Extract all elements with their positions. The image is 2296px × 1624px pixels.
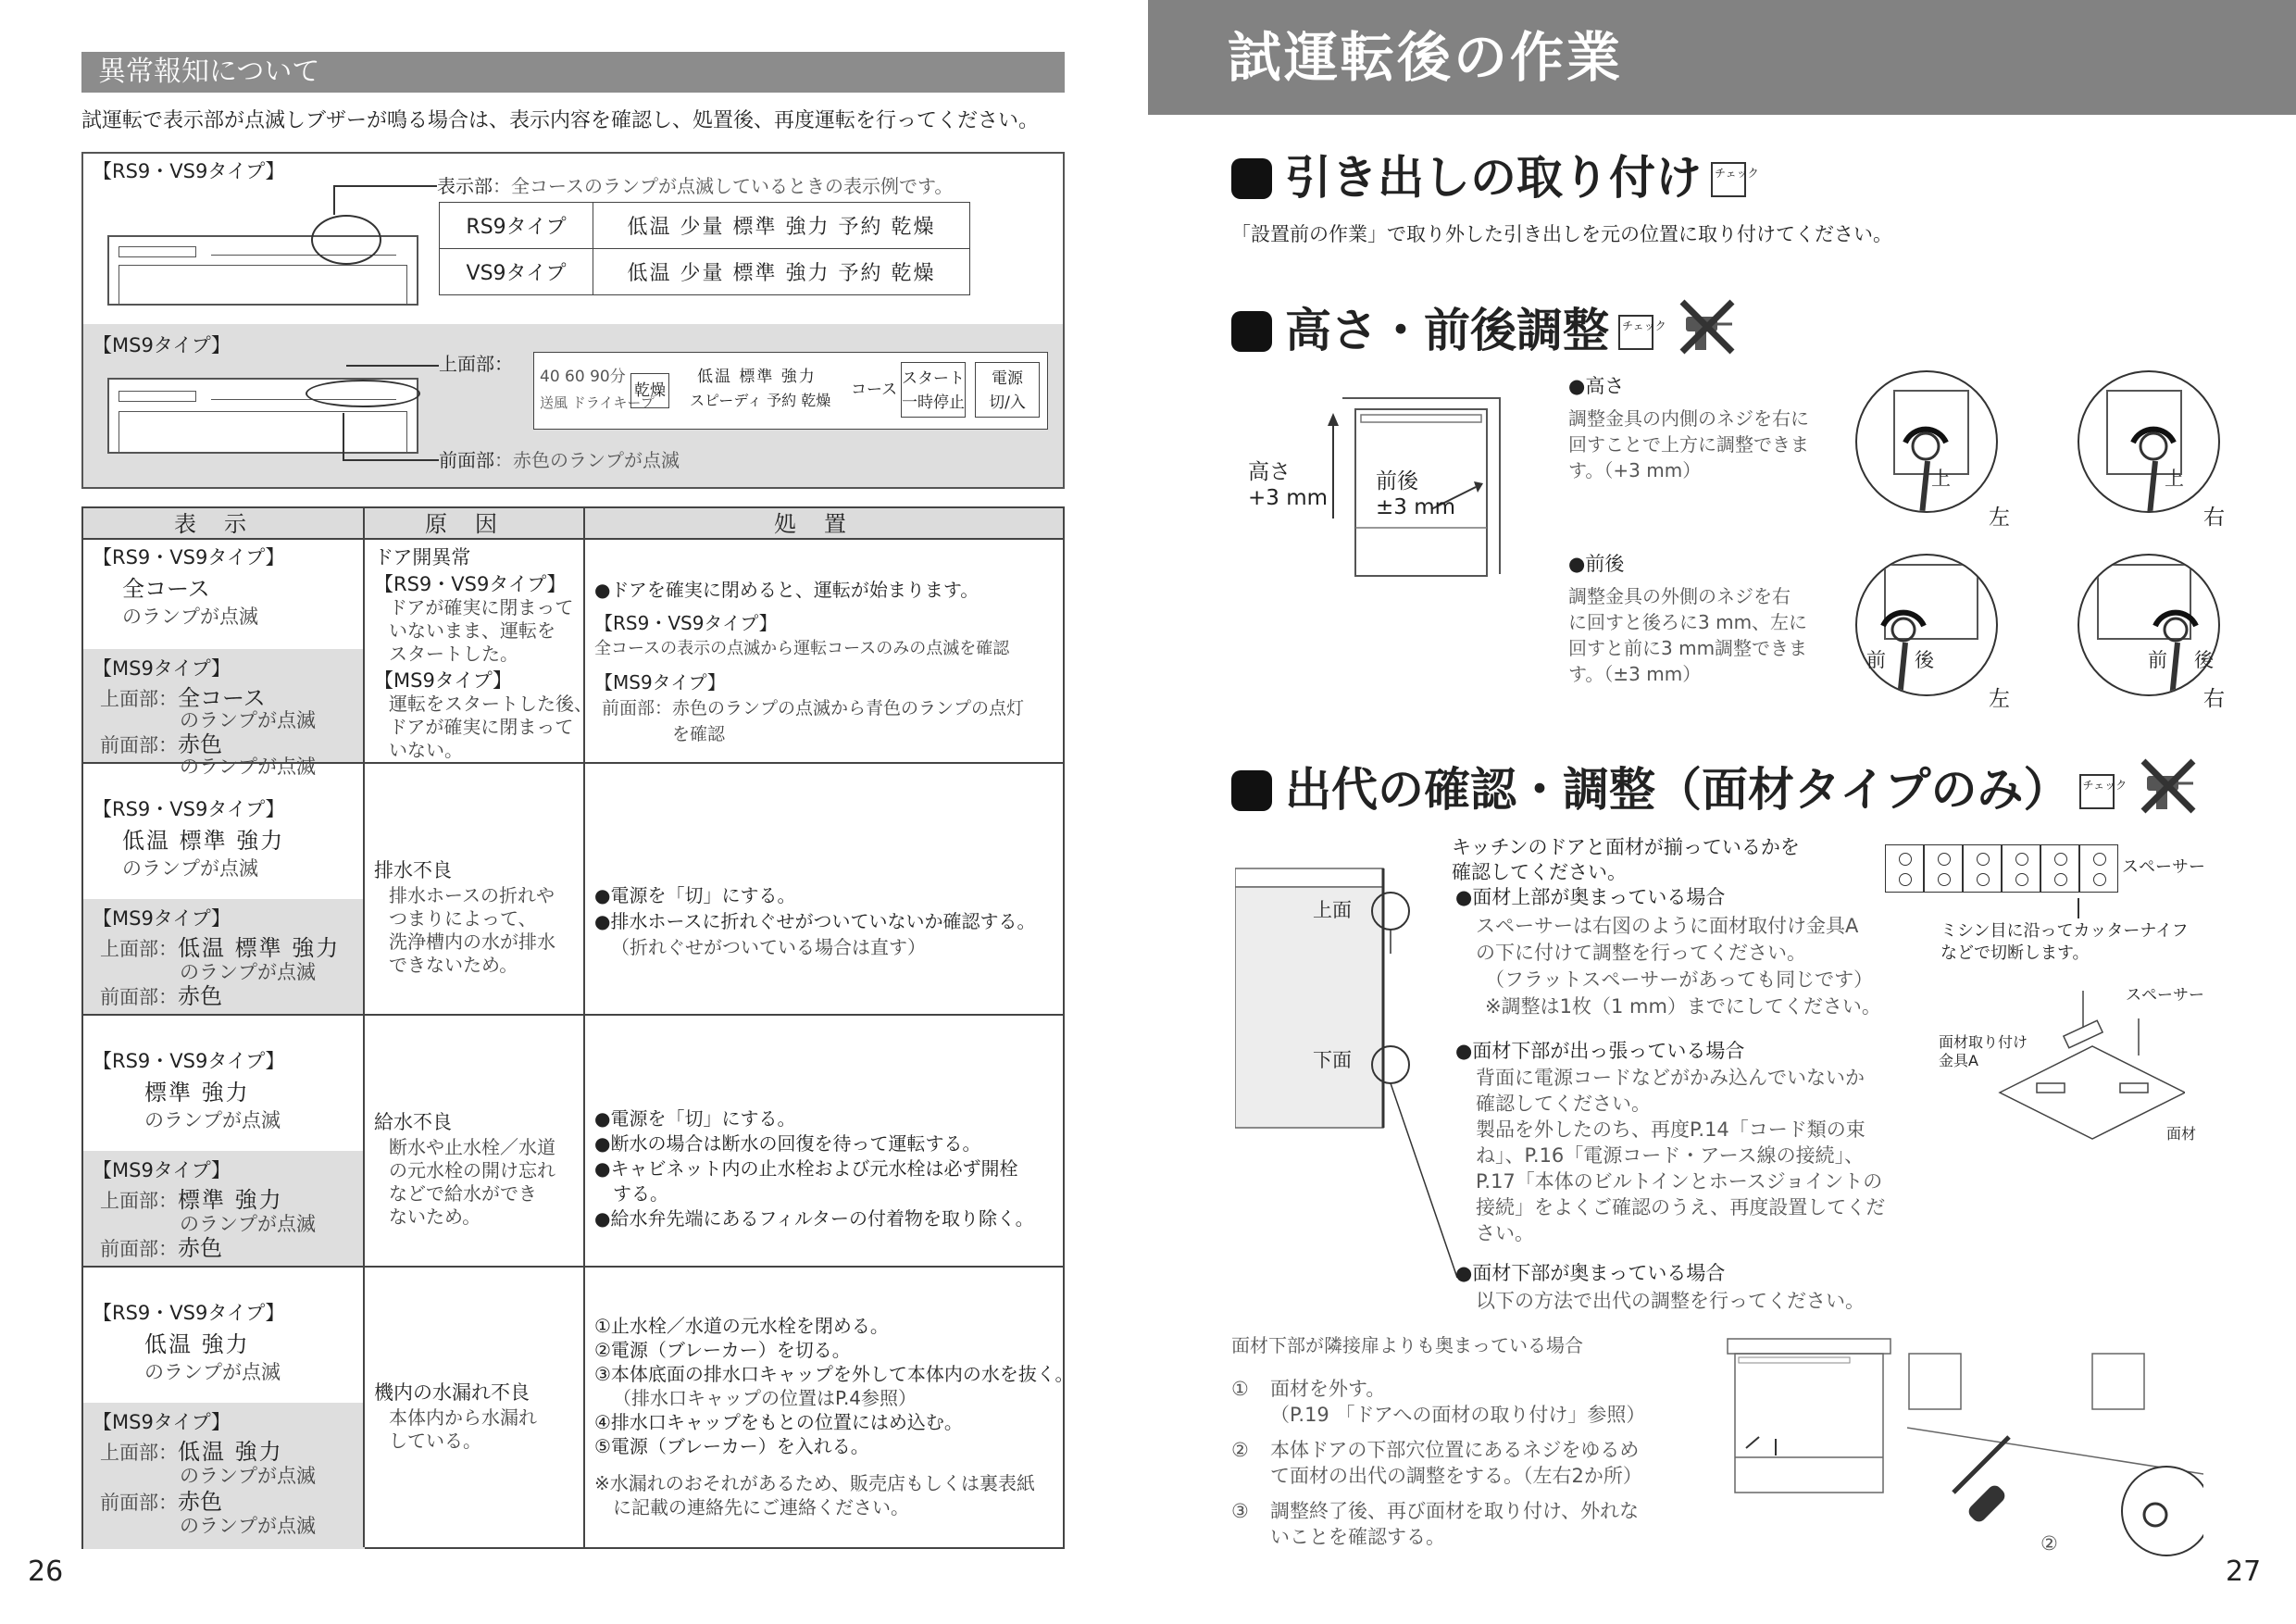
no-power-drill-icon — [2138, 756, 2199, 817]
height-label: 高さ — [1248, 460, 1291, 484]
panel-course: コース — [851, 381, 898, 399]
panel-times: 40 60 90分 — [540, 368, 626, 386]
panel-modes: 送風 ドライキープ — [540, 394, 655, 411]
cabinet-side-diagram — [1235, 861, 1457, 1287]
sec3-title: 出代の確認・調整（面材タイプのみ） — [1285, 763, 2070, 817]
action-line: （折れぐせがついている場合は直す） — [611, 936, 926, 958]
case2-line: 製品を外したのち、再度P.14「コード類の束 — [1476, 1118, 1866, 1141]
page-number-left: 26 — [28, 1555, 64, 1588]
spacer-cell — [2002, 844, 2040, 893]
spacer-cell — [2079, 844, 2118, 893]
display-desc: ：全コースのランプが点滅しているときの表示例です。 — [493, 175, 954, 197]
depth-text — [1568, 583, 1807, 687]
spacer-cut-line: などで切断します。 — [1940, 943, 2090, 963]
check-text-line: キッチンのドアと面材が揃っているかを — [1452, 836, 1800, 858]
checkbox-icon — [1711, 162, 1759, 197]
step-number: ② — [1231, 1439, 1249, 1461]
rs9-sub: のランプが点滅 — [122, 606, 258, 628]
action-line: 前面部：赤色のランプの点滅から青色のランプの点灯 — [602, 698, 1025, 718]
case2-title: ●面材下部が出っ張っている場合 — [1455, 1040, 1745, 1062]
ms9-top: 低温 標準 強力 — [178, 935, 341, 961]
display-highlight-circle — [311, 215, 381, 265]
ms9-front: 赤色 — [178, 1489, 222, 1515]
check-label: チェック — [2082, 779, 2128, 792]
cause-line: ドアが確実に閉まって — [389, 596, 574, 618]
ms9-top-sub: のランプが点滅 — [180, 1465, 316, 1487]
ms9-top-label: 上面部： — [100, 938, 178, 960]
step-item — [1231, 1498, 1645, 1550]
rs9-main: 低温 標準 強力 — [122, 828, 285, 854]
panel-start-button — [901, 362, 966, 418]
height-text-line: 調整金具の内側のネジを右に — [1568, 407, 1809, 430]
col-divider — [363, 508, 365, 1547]
top-panel-label: 上面部： — [439, 353, 513, 375]
spacer-strip — [1885, 844, 2118, 893]
front-label: 前 — [2148, 649, 2167, 671]
cause-line: 本体内から水漏れ — [389, 1406, 537, 1429]
sec1-text: 「設置前の作業」で取り外した引き出しを元の位置に取り付けてください。 — [1231, 223, 1892, 245]
front-panel-label: 前面部 — [439, 449, 494, 471]
case3-title: ●面材下部が奥まっている場合 — [1455, 1262, 1726, 1284]
ms9-top-label: 上面部： — [100, 688, 178, 710]
rs9-lamps: 低温 少量 標準 強力 予約 乾燥 — [593, 203, 970, 249]
step-number: ① — [1231, 1378, 1249, 1400]
height-left-diagram — [1855, 370, 1998, 513]
right-side-label: 右 — [2203, 687, 2225, 711]
action-line: ●キャビネット内の止水栓および元水栓は必ず開栓 — [594, 1157, 1018, 1180]
cause-line: いない。 — [389, 739, 463, 761]
action-line: ●給水弁先端にあるフィルターの付着物を取り除く。 — [594, 1207, 1034, 1230]
action-line: する。 — [594, 1182, 668, 1205]
action-line: ●電源を「切」にする。 — [594, 884, 796, 906]
step-line: いことを確認する。 — [1270, 1526, 1445, 1548]
section-header-after-trial: 試運転後の作業 — [1148, 0, 2296, 115]
height-text — [1568, 406, 1809, 483]
up-label: 上 — [2165, 468, 2184, 490]
leader-line — [343, 459, 439, 461]
checkbox-icon — [1618, 315, 1666, 350]
step-line: 調整終了後、再び面材を取り付け、外れな — [1270, 1500, 1640, 1522]
ms9-front-label: 前面部： — [100, 1492, 178, 1514]
rs9-main: 低温 強力 — [144, 1331, 250, 1357]
top-panel-circle — [306, 380, 420, 407]
ms9-top: 全コース — [178, 685, 266, 711]
ms9-label: 【MS9タイプ】 — [93, 1159, 231, 1181]
case2-line: さい。 — [1476, 1222, 1534, 1244]
right-side-label: 右 — [2203, 506, 2225, 530]
panel-power: 電源 — [992, 369, 1023, 388]
rs9-label: 【RS9・VS9タイプ】 — [93, 1302, 285, 1324]
spacer-cell — [1963, 844, 2002, 893]
ms9-top: 低温 強力 — [178, 1439, 283, 1465]
case2-line: P.17「本体のビルトインとホースジョイントの — [1476, 1170, 1883, 1193]
cause-title: 排水不良 — [374, 859, 452, 881]
case1-line: ※調整は1枚（1 mm）までにしてください。 — [1485, 995, 1881, 1018]
square-bullet-icon — [1231, 311, 1272, 352]
cause-title: 機内の水漏れ不良 — [374, 1381, 530, 1404]
cause-lines — [389, 1136, 555, 1229]
error-table — [81, 506, 1074, 1549]
cause-lines — [389, 884, 555, 977]
ms9-top-sub: のランプが点滅 — [180, 1213, 316, 1235]
check-label: チェック — [1715, 167, 1759, 180]
display-label: 表示部 — [437, 175, 493, 197]
panel-row1: 低温 標準 強力 — [697, 368, 817, 386]
cause-line: 運転をスタートした後、 — [389, 693, 593, 715]
ms9-front-label: 前面部： — [100, 986, 178, 1008]
step-number: ③ — [1231, 1500, 1249, 1522]
ms9-top: 標準 強力 — [178, 1187, 283, 1213]
spacer-cell — [2040, 844, 2079, 893]
step-line: 本体ドアの下部穴位置にあるネジをゆるめ — [1270, 1439, 1640, 1461]
action-lines — [594, 577, 1024, 747]
spacer-cell — [1885, 844, 1924, 893]
ms9-top-label: 上面部： — [100, 1190, 178, 1212]
action-line: 全コースの表示の点滅から運転コースのみの点滅を確認 — [594, 639, 1010, 658]
steps-list — [1231, 1376, 1645, 1550]
step-line: （P.19 「ドアへの面材の取り付け」参照） — [1270, 1404, 1646, 1426]
intro-text: 試運転で表示部が点滅しブザーが鳴る場合は、表示内容を確認し、処置後、再度運転を行ってください。 — [81, 109, 1040, 132]
leader-line — [333, 185, 335, 215]
sec3-heading — [1231, 756, 2199, 819]
top-face-label: 上面 — [1313, 899, 1352, 921]
depth-label-group — [1376, 468, 1455, 520]
action-lines — [594, 882, 1035, 960]
checkbox-icon — [2079, 774, 2128, 809]
panel-row2: スピーディ 予約 乾燥 — [690, 392, 831, 409]
front-label: 前 — [1866, 649, 1886, 671]
square-bullet-icon — [1231, 770, 1272, 811]
ms9-front-sub: のランプが点滅 — [180, 1515, 316, 1537]
ms9-front: 赤色 — [178, 983, 222, 1009]
cause-line: 洗浄槽内の水が排水 — [389, 931, 555, 953]
bracket-label-line: 面材取り付け — [1939, 1033, 2028, 1051]
cause-line: している。 — [389, 1430, 481, 1452]
cause-line: 排水ホースの折れや — [389, 884, 555, 906]
page-number-right: 27 — [2226, 1555, 2262, 1588]
case1-lines — [1476, 913, 1881, 1020]
panel-pause: 一時停止 — [902, 394, 965, 412]
ms9-label: 【MS9タイプ】 — [93, 657, 231, 680]
step-line: 面材を外す。 — [1270, 1378, 1386, 1400]
height-right-diagram — [2078, 370, 2220, 513]
sec2-title: 高さ・前後調整 — [1285, 304, 1609, 357]
rs9-label: 【RS9・VS9タイプ】 — [93, 546, 285, 568]
action-line: ※水漏れのおそれがあるため、販売店もしくは裏表紙 — [594, 1472, 1035, 1494]
action-line: ⑤電源（ブレーカー）を入れる。 — [594, 1435, 869, 1457]
sec1-heading — [1231, 148, 1759, 207]
no-power-drill-icon — [1677, 296, 1738, 357]
action-line: ②電源（ブレーカー）を切る。 — [594, 1339, 851, 1361]
panel-power-button — [975, 362, 1040, 418]
cause-line: などで給水ができ — [389, 1182, 537, 1205]
section-header-alarm: 異常報知について — [81, 52, 1065, 93]
depth-text-line: 調整金具の外側のネジを右 — [1568, 585, 1791, 607]
recess-title: 面材下部が隣接扉よりも奥まっている場合 — [1231, 1334, 1583, 1356]
height-text-line: す。（+3 mm） — [1568, 459, 1702, 481]
spacer-cell — [1924, 844, 1963, 893]
cause-line: できないため。 — [389, 954, 518, 976]
height-value: +3 mm — [1248, 486, 1329, 510]
ms9-front-label: 前面部： — [100, 734, 178, 756]
cause-title: 給水不良 — [374, 1111, 452, 1133]
depth-value: ±3 mm — [1376, 495, 1456, 519]
left-side-label: 左 — [1989, 506, 2010, 530]
case2-line: ね」、P.16「電源コード・アース線の接続」、 — [1476, 1144, 1865, 1167]
square-bullet-icon — [1231, 158, 1272, 199]
check-text-line: 確認してください。 — [1452, 861, 1627, 883]
panel-onoff: 切/入 — [989, 394, 1026, 412]
action-line: ●排水ホースに折れぐせがついていないか確認する。 — [594, 910, 1036, 932]
cause-line: つまりによって、 — [389, 907, 537, 930]
step-item — [1231, 1437, 1645, 1489]
panel-dry-button: 乾燥 — [630, 373, 669, 408]
case2-line: 接続」をよくご確認のうえ、再度設置してくだ — [1476, 1196, 1886, 1218]
rs9-sub: のランプが点滅 — [144, 1361, 281, 1383]
door-front-diagram — [1726, 1337, 1892, 1504]
action-line: ④排水口キャップをもとの位置にはめ込む。 — [594, 1411, 963, 1433]
action-line: （排水口キャップの位置はP.4参照） — [613, 1387, 917, 1409]
bracket-assembly-diagram — [1981, 981, 2185, 1148]
display-label-row — [437, 174, 953, 198]
action-line: 【MS9タイプ】 — [594, 671, 726, 693]
bottom-face-label: 下面 — [1313, 1049, 1352, 1071]
back-label: 後 — [2194, 649, 2214, 671]
rs9-label: 【RS9・VS9タイプ】 — [93, 798, 285, 820]
ms9-label: 【MS9タイプ】 — [93, 1411, 231, 1433]
case1-line: スペーサーは右図のように面材取付け金具A — [1476, 915, 1859, 937]
case1-line: （フラットスペーサーがあっても同じです） — [1485, 968, 1874, 991]
bracket-label-line: 金具A — [1939, 1052, 1978, 1069]
left-side-label: 左 — [1989, 687, 2010, 711]
depth-text-line: に回すと後ろに3 mm、左に — [1568, 611, 1808, 633]
rs9-label: 【RS9・VS9タイプ】 — [93, 1050, 285, 1072]
ms9-top-label: 上面部： — [100, 1442, 178, 1464]
front-panel-desc: ：赤色のランプが点滅 — [494, 449, 680, 471]
front-panel-label-row — [439, 448, 680, 472]
vs9-type-cell: VS9タイプ — [440, 249, 593, 295]
cause-line: スタートした。 — [389, 643, 518, 665]
height-text-line: 回すことで上方に調整できま — [1568, 433, 1809, 456]
action-line: ●断水の場合は断水の回復を待って運転する。 — [594, 1132, 981, 1155]
height-heading: ●高さ — [1568, 375, 1625, 397]
rs9-type-label: 【RS9・VS9タイプ】 — [93, 160, 285, 182]
ms9-top-sub: のランプが点滅 — [180, 709, 316, 731]
action-line: ●ドアを確実に閉めると、運転が始まります。 — [594, 579, 980, 601]
depth-label: 前後 — [1376, 469, 1418, 493]
case2-line: 背面に電源コードなどがかみ込んでいないか — [1476, 1067, 1865, 1089]
ms9-front-label: 前面部： — [100, 1238, 178, 1260]
leader-line — [346, 365, 439, 367]
ms9-type-label: 【MS9タイプ】 — [93, 334, 231, 356]
spacer-cut-text — [1940, 920, 2189, 965]
depth-left-diagram — [1855, 554, 1998, 696]
depth-heading: ●前後 — [1568, 553, 1625, 575]
case2-line: 確認してください。 — [1476, 1093, 1651, 1115]
action-lines — [594, 1314, 1074, 1519]
action-line: に記載の連絡先にご連絡ください。 — [613, 1496, 909, 1518]
th-action: 処置 — [585, 508, 1063, 540]
cause-line: ないため。 — [389, 1206, 481, 1228]
sec1-title: 引き出しの取り付け — [1285, 151, 1702, 205]
action-line: ●電源を「切」にする。 — [594, 1107, 796, 1130]
action-line: を確認 — [672, 724, 726, 744]
panel-material-label: 面材 — [2166, 1125, 2197, 1143]
action-line: ③本体底面の排水口キャップを外して本体内の水を抜く。 — [594, 1363, 1074, 1385]
case2-lines — [1476, 1065, 1885, 1246]
action-line — [594, 1458, 1074, 1471]
cause-line: いないまま、運転を — [389, 619, 555, 642]
case1-title: ●面材上部が奥まっている場合 — [1455, 886, 1726, 908]
action-line: 【RS9・VS9タイプ】 — [594, 612, 778, 634]
sec2-heading — [1231, 296, 1738, 360]
ms9-control-panel — [533, 352, 1048, 430]
depth-right-diagram — [2078, 554, 2220, 696]
cause-line: 【MS9タイプ】 — [374, 669, 512, 692]
rs9-sub: のランプが点滅 — [122, 857, 258, 880]
cause-lines — [374, 573, 593, 762]
ms9-front: 赤色 — [178, 731, 222, 757]
step-two-marker: ② — [2040, 1532, 2058, 1555]
depth-text-line: す。（±3 mm） — [1568, 663, 1702, 685]
ms9-front: 赤色 — [178, 1235, 222, 1261]
cause-line: 断水や止水栓／水道 — [389, 1136, 555, 1158]
th-cause: 原因 — [365, 508, 585, 540]
spacer-cut-line: ミシン目に沿ってカッターナイフ — [1940, 921, 2189, 941]
back-label: 後 — [1915, 649, 1934, 671]
ms9-label: 【MS9タイプ】 — [93, 907, 231, 930]
spacer-label: スペーサー — [2122, 857, 2205, 877]
cause-lines — [389, 1406, 537, 1453]
leader-line — [343, 413, 344, 459]
rs9-main: 全コース — [122, 576, 210, 602]
check-text — [1452, 835, 1800, 885]
cause-line: 【RS9・VS9タイプ】 — [374, 573, 567, 595]
step-line: て面材の出代の調整をする。（左右2か所） — [1270, 1465, 1642, 1487]
th-display: 表示 — [83, 508, 365, 540]
rs9-main: 標準 強力 — [144, 1080, 250, 1106]
cause-line: の元水栓の開け忘れ — [389, 1159, 555, 1181]
up-label: 上 — [1931, 468, 1951, 490]
cause-title: ドア開異常 — [374, 546, 471, 568]
case1-line: の下に付けて調整を行ってください。 — [1476, 942, 1806, 964]
rs9-sub: のランプが点滅 — [144, 1109, 281, 1131]
action-lines — [594, 1106, 1034, 1231]
height-label-group — [1248, 459, 1328, 511]
rs9-type-cell: RS9タイプ — [440, 203, 593, 249]
spacer-label-2: スペーサー — [2126, 986, 2204, 1005]
depth-text-line: 回すと前に3 mm調整できま — [1568, 637, 1808, 659]
row-divider — [83, 1266, 1063, 1268]
panel-start: スタート — [902, 369, 965, 388]
cause-line: ドアが確実に閉まって — [389, 716, 574, 738]
case3-line: 以下の方法で出代の調整を行ってください。 — [1476, 1290, 1865, 1312]
leader-line — [333, 185, 437, 187]
row-divider — [83, 1014, 1063, 1016]
vs9-lamps: 低温 少量 標準 強力 予約 乾燥 — [593, 249, 970, 295]
cut-arrow — [2078, 898, 2079, 918]
step-item — [1231, 1376, 1645, 1428]
ms9-front-sub: のランプが点滅 — [180, 756, 316, 778]
action-line: ①止水栓／水道の元水栓を閉める。 — [594, 1315, 889, 1337]
rs9-vs9-display-table — [439, 202, 970, 295]
check-label: チェック — [1622, 319, 1666, 332]
ms9-top-sub: のランプが点滅 — [180, 961, 316, 983]
